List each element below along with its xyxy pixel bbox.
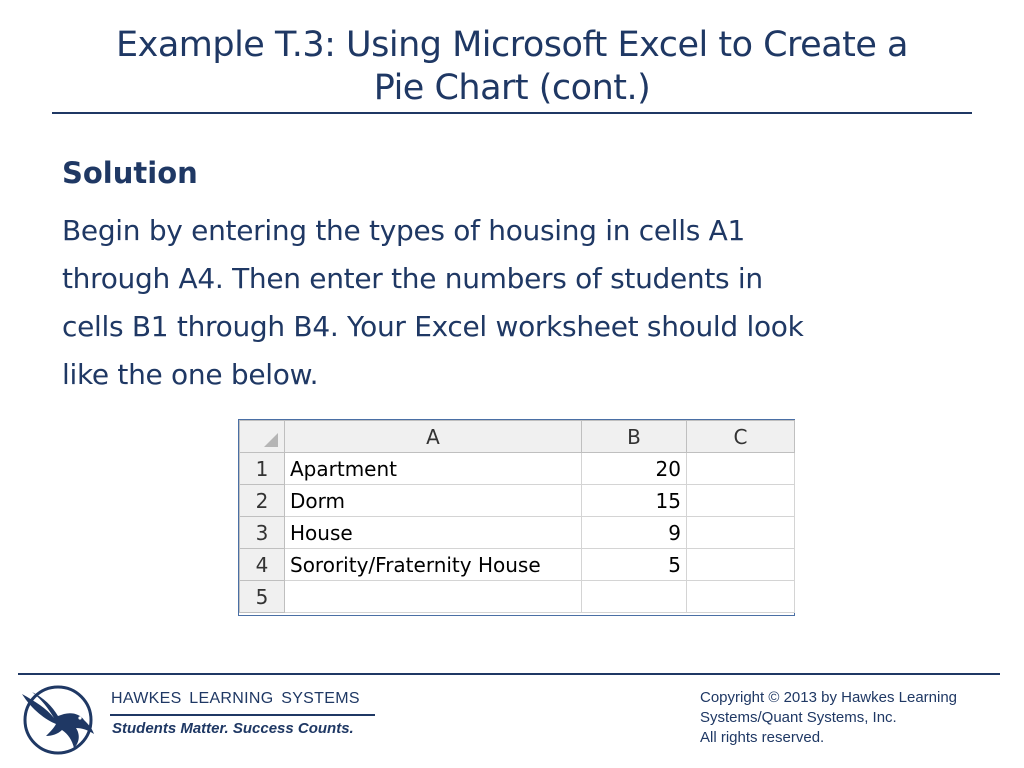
body-line: cells B1 through B4. Your Excel worksheet should look <box>62 310 804 343</box>
title-divider <box>52 112 972 114</box>
cell-c4[interactable] <box>687 549 795 581</box>
column-header-c[interactable]: C <box>687 421 795 453</box>
cell-b3[interactable]: 9 <box>582 517 687 549</box>
row-header[interactable]: 2 <box>240 485 285 517</box>
footer-divider <box>18 673 1000 675</box>
section-heading: Solution <box>62 156 198 190</box>
copyright-line: All rights reserved. <box>700 729 825 746</box>
cell-c3[interactable] <box>687 517 795 549</box>
cell-a1[interactable]: Apartment <box>285 453 582 485</box>
table-row <box>240 581 795 613</box>
cell-c2[interactable] <box>687 485 795 517</box>
copyright-line: Copyright © 2013 by Hawkes Learning <box>700 689 958 706</box>
cell-c5[interactable] <box>687 581 795 613</box>
excel-worksheet <box>238 419 795 616</box>
column-header-a[interactable]: A <box>285 421 582 453</box>
cell-b1[interactable]: 20 <box>582 453 687 485</box>
title-line-2: Pie Chart (cont.) <box>373 68 651 108</box>
body-paragraph <box>62 207 962 399</box>
slide-title <box>40 24 984 110</box>
title-line-1: Example T.3: Using Microsoft Excel to Create a <box>116 25 908 65</box>
table-row <box>240 453 795 485</box>
brand-underline <box>110 714 375 716</box>
copyright-line: Systems/Quant Systems, Inc. <box>700 709 897 726</box>
column-header-row <box>240 421 795 453</box>
cell-a2[interactable]: Dorm <box>285 485 582 517</box>
body-line: through A4. Then enter the numbers of students in <box>62 262 763 295</box>
table-row <box>240 549 795 581</box>
worksheet-grid <box>239 420 795 613</box>
select-all-corner[interactable] <box>240 421 285 453</box>
row-header[interactable]: 5 <box>240 581 285 613</box>
cell-a3[interactable]: House <box>285 517 582 549</box>
brand-name: HAWKES LEARNING SYSTEMS <box>111 690 360 707</box>
cell-b5[interactable] <box>582 581 687 613</box>
row-header[interactable]: 1 <box>240 453 285 485</box>
body-line: Begin by entering the types of housing in cells A1 <box>62 214 746 247</box>
row-header[interactable]: 4 <box>240 549 285 581</box>
column-header-b[interactable]: B <box>582 421 687 453</box>
hawk-logo-icon <box>18 684 98 756</box>
copyright-notice <box>700 688 1010 748</box>
table-row <box>240 517 795 549</box>
cell-b2[interactable]: 15 <box>582 485 687 517</box>
cell-c1[interactable] <box>687 453 795 485</box>
brand-tagline: Students Matter. Success Counts. <box>112 720 354 737</box>
cell-a4[interactable]: Sorority/Fraternity House <box>285 549 582 581</box>
row-header[interactable]: 3 <box>240 517 285 549</box>
body-line: like the one below. <box>62 358 319 391</box>
cell-b4[interactable]: 5 <box>582 549 687 581</box>
table-row <box>240 485 795 517</box>
cell-a5[interactable] <box>285 581 582 613</box>
